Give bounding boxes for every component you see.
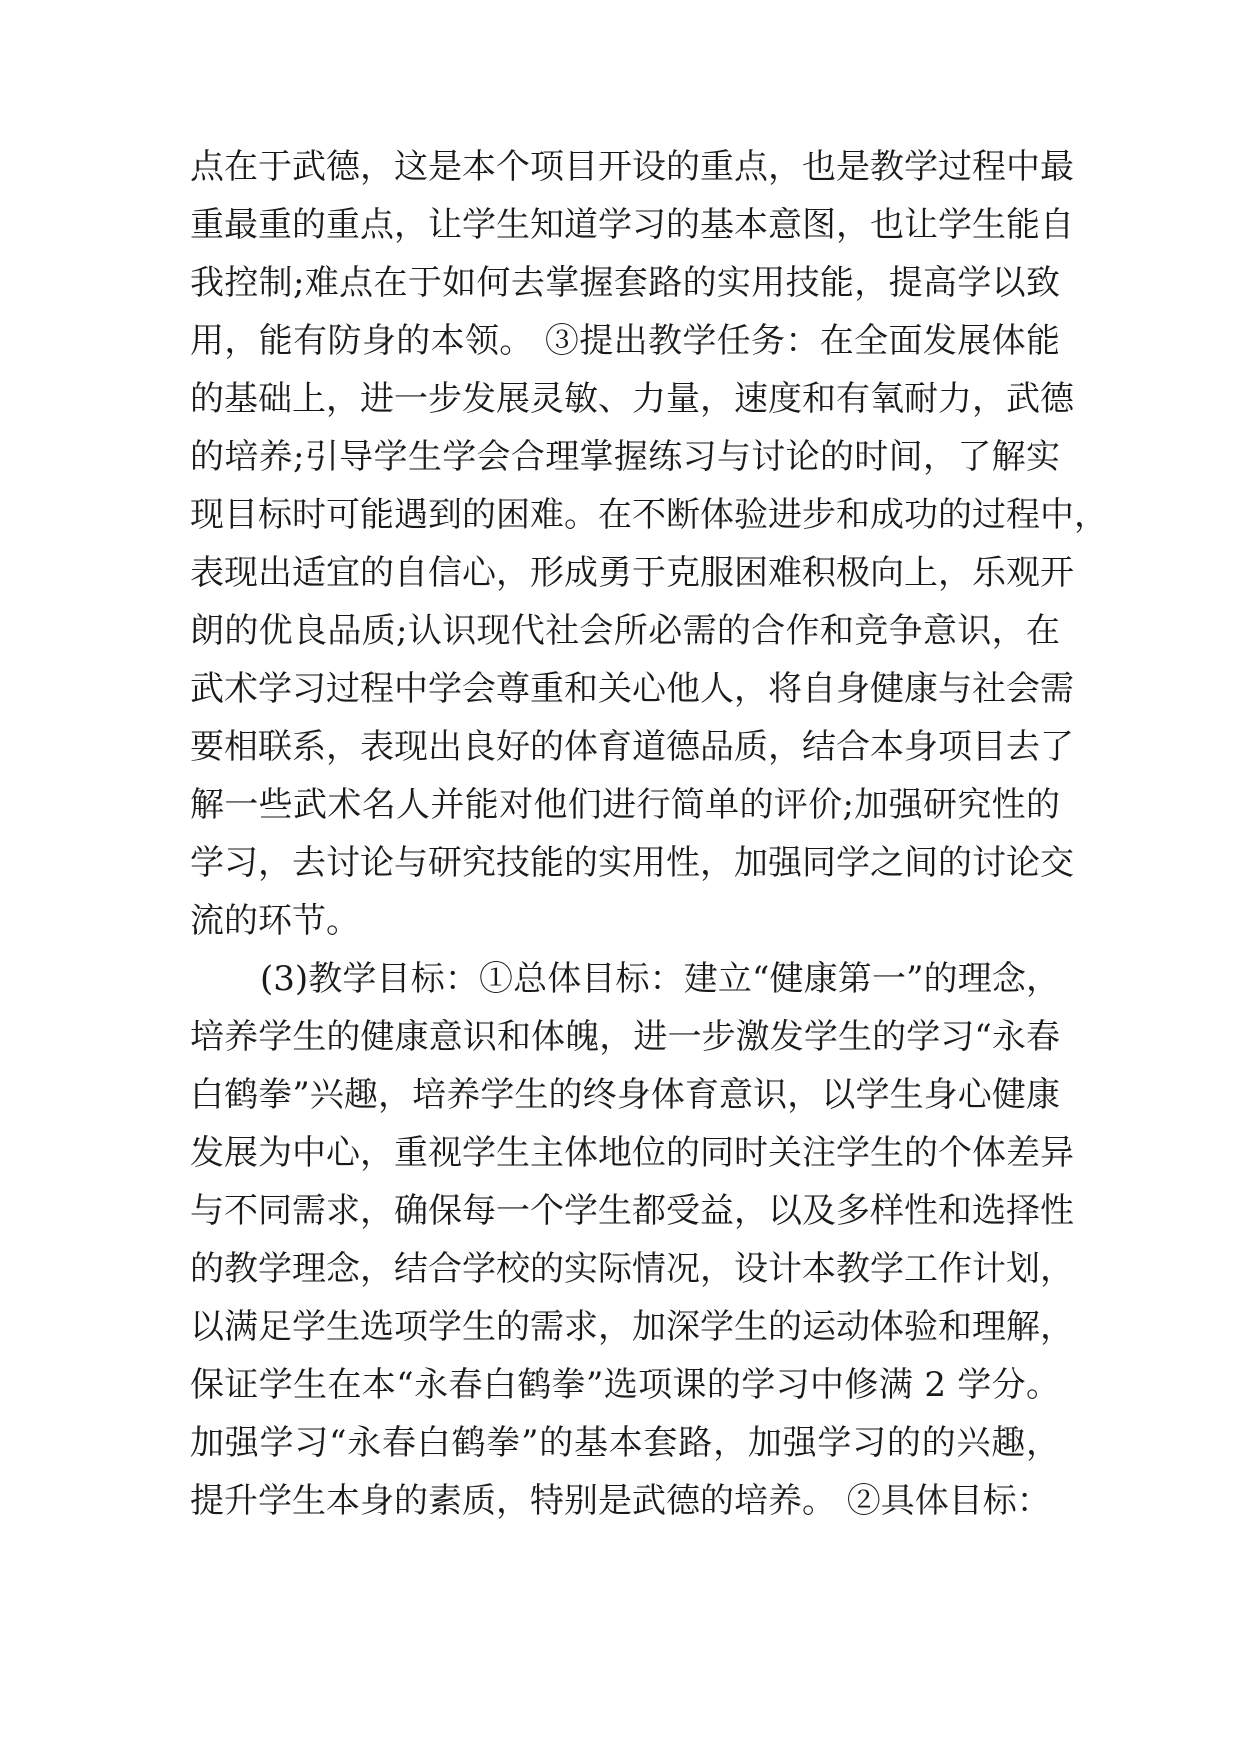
- text-line: 提升学生本身的素质，特别是武德的培养。 ②具体目标：: [190, 1481, 1051, 1521]
- text-line: 武术学习过程中学会尊重和关心他人，将自身健康与社会需: [190, 669, 1074, 709]
- text-line: 我控制;难点在于如何去掌握套路的实用技能，提高学以致: [190, 263, 1061, 303]
- text-line: 保证学生在本“永春白鹤拳”选项课的学习中修满 2 学分。: [190, 1365, 1060, 1405]
- text-line: 现目标时可能遇到的困难。在不断体验进步和成功的过程中，: [190, 495, 1108, 535]
- text-line: 与不同需求，确保每一个学生都受益，以及多样性和选择性: [190, 1191, 1074, 1231]
- text-line: 的教学理念，结合学校的实际情况，设计本教学工作计划，: [190, 1249, 1074, 1289]
- text-line: 流的环节。: [190, 901, 360, 941]
- text-line: 加强学习“永春白鹤拳”的基本套路，加强学习的的兴趣，: [190, 1423, 1060, 1463]
- text-line: 用，能有防身的本领。 ③提出教学任务：在全面发展体能: [190, 321, 1060, 361]
- text-line: 培养学生的健康意识和体魄，进一步激发学生的学习“永春: [190, 1017, 1060, 1057]
- text-line: 发展为中心，重视学生主体地位的同时关注学生的个体差异: [190, 1133, 1074, 1173]
- text-line: 表现出适宜的自信心，形成勇于克服困难积极向上，乐观开: [190, 553, 1074, 593]
- text-line: 白鹤拳”兴趣，培养学生的终身体育意识，以学生身心健康: [190, 1075, 1060, 1115]
- text-line: 要相联系，表现出良好的体育道德品质，结合本身项目去了: [190, 727, 1074, 767]
- text-line: 朗的优良品质;认识现代社会所必需的合作和竞争意识，在: [190, 611, 1061, 651]
- text-line: 重最重的重点，让学生知道学习的基本意图，也让学生能自: [190, 205, 1074, 245]
- text-line: 以满足学生选项学生的需求，加深学生的运动体验和理解，: [190, 1307, 1074, 1347]
- text-line: 解一些武术名人并能对他们进行简单的评价;加强研究性的: [190, 785, 1061, 825]
- text-line: 学习，去讨论与研究技能的实用性，加强同学之间的讨论交: [190, 843, 1074, 883]
- text-line: 点在于武德，这是本个项目开设的重点，也是教学过程中最: [190, 147, 1074, 187]
- text-line: 的培养;引导学生学会合理掌握练习与讨论的时间，了解实: [190, 437, 1061, 477]
- paragraph-start-line: (3)教学目标：①总体目标：建立“健康第一”的理念，: [260, 959, 1060, 999]
- text-line: 的基础上，进一步发展灵敏、力量，速度和有氧耐力，武德: [190, 379, 1074, 419]
